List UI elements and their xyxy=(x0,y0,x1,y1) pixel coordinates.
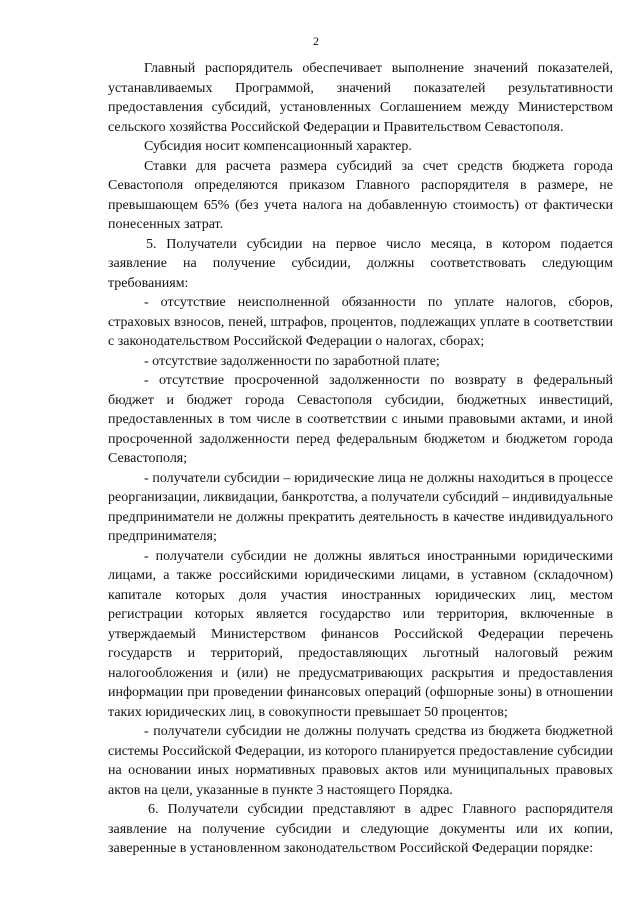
list-item-no-other-budget-funds: - получатели субсидии не должны получать средства из бюджета бюджетной системы Российской Федерации, из которого планируется предоставление субсидии на основании иных нормативных правовых актов или муниципальных правовых актов на цели, указанные в пункте 3 настоящего Порядка. xyxy=(108,724,613,798)
paragraph-item-5: 5. Получатели субсидии на первое число месяца, в котором подается заявление на получение субсидии, должны соответствовать следующим требованиям: xyxy=(108,236,613,291)
paragraph-rates: Ставки для расчета размера субсидий за счет средств бюджета города Севастополя определяются приказом Главного распорядителя в размере, не превышающем 65% (без учета налога на добавленную стоимость) от фактически понесенных затрат. xyxy=(108,158,613,232)
list-item-no-foreign-entities: - получатели субсидии не должны являться иностранными юридическими лицами, а также российскими юридическими лицами, в уставном (складочном) капитале которых доля участия иностранных юридических лиц, местом регистрации которых является государство или территория, включенные в утверждаемый Министерством финансов Российской Федерации перечень государств и территорий, предоставляющих льготный налоговый режим налогообложения и (или) не предусматривающих раскрытия и предоставления информации при проведении финансовых операций (офшорные зоны) в отношении таких юридических лиц, в совокупности превышает 50 процентов; xyxy=(108,548,613,720)
page-number: 2 xyxy=(313,34,319,48)
paragraph-main-distributor: Главный распорядитель обеспечивает выполнение значений показателей, устанавливаемых Программой, значений показателей результативности предоставления субсидий, установленных Соглашением между Министерством сельского хозяйства Российской Федерации и Правительством Севастополя. xyxy=(108,61,613,135)
list-item-no-tax-debt: - отсутствие неисполненной обязанности по уплате налогов, сборов, страховых взносов, пеней, штрафов, процентов, подлежащих уплате в соответствии с законодательством Российской Федерации о налогах, сборах; xyxy=(108,295,613,349)
list-item-no-wage-debt: - отсутствие задолженности по заработной плате; xyxy=(144,353,440,369)
paragraph-item-6: 6. Получатели субсидии представляют в адрес Главного распорядителя заявление на получение субсидии и следующие документы или их копии, заверенные в установленном законодательством Российской Федерации порядке: xyxy=(108,802,613,856)
document-body xyxy=(108,59,613,859)
paragraph-compensation: Субсидия носит компенсационный характер. xyxy=(144,139,412,154)
list-item-no-reorganization: - получатели субсидии – юридические лица не должны находиться в процессе реорганизации, ликвидации, банкротства, а получатели субсидий – индивидуальные предприниматели не должны прекратить деятельность в качестве индивидуального предпринимателя; xyxy=(108,470,613,544)
list-item-no-overdue-debt: - отсутствие просроченной задолженности по возврату в федеральный бюджет и бюджет города Севастополя субсидии, бюджетных инвестиций, предоставленных в том числе в соответствии с иными правовыми актами, и иной просроченной задолженности перед федеральным бюджетом и бюджетом города Севастополя; xyxy=(108,373,613,466)
